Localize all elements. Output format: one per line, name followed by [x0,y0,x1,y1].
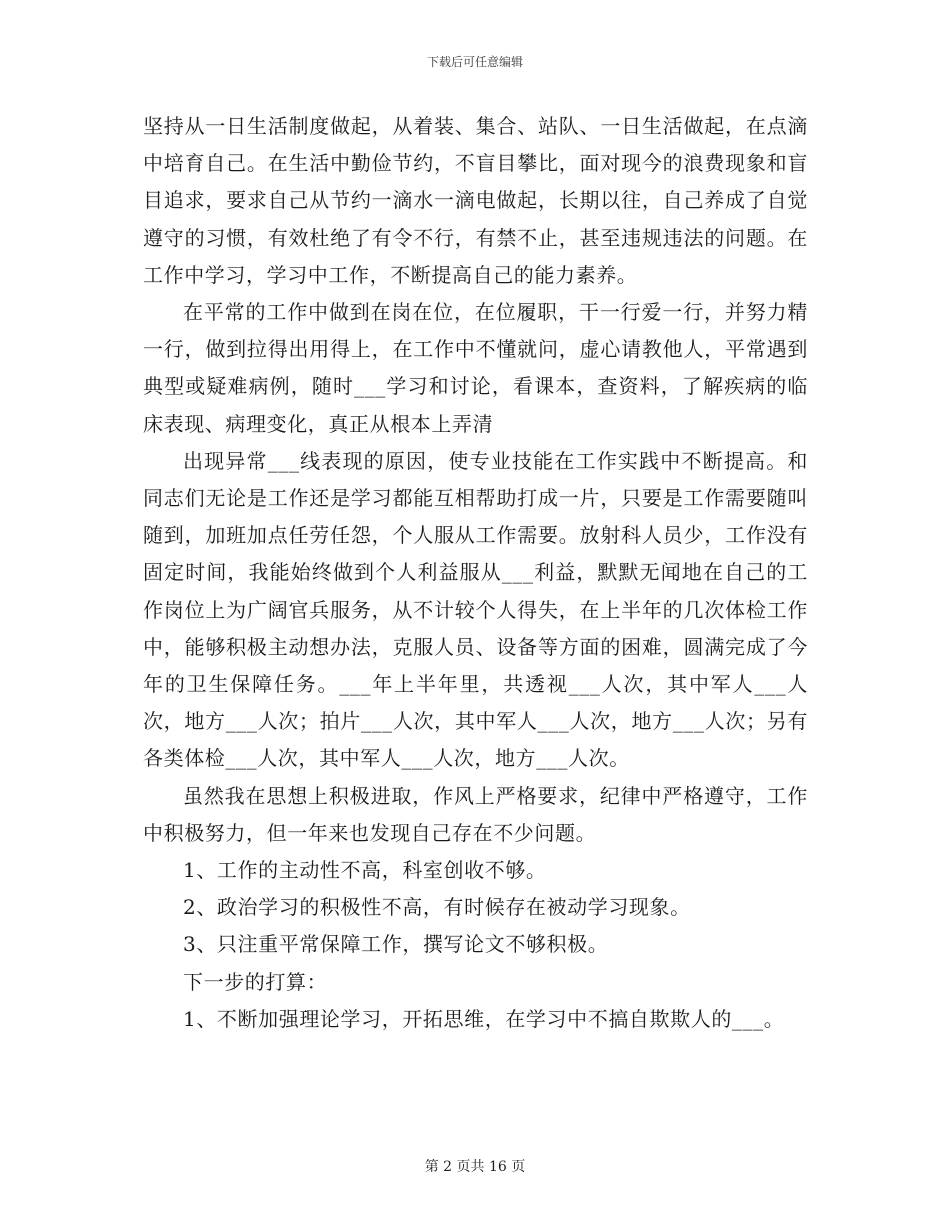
page-number: 第 2 页共 16 页 [424,1159,526,1175]
list-item: 3、只注重平常保障工作，撰写论文不够积极。 [183,932,609,957]
paragraph: 坚持从一日生活制度做起，从着装、集合、站队、一日生活做起，在点滴中培育自己。在生活中勤俭节约，不盲目攀比，面对现今的浪费现象和盲目追求，要求自己从节约一滴水一滴电做起，长期以往，自己养成了自觉遵守的习惯，有效杜绝了有令不行，有禁不止，甚至违规违法的问题。在工作中学习，学习中工作，不断提高自己的能力素养。 [143,114,808,287]
list-item: 2、政治学习的积极性不高，有时候存在被动学习现象。 [183,895,691,920]
paragraph: 在平常的工作中做到在岗在位，在位履职，干一行爱一行，并努力精一行，做到拉得出用得上，在工作中不懂就问，虚心请教他人，平常遇到典型或疑难病例，随时___学习和讨论，看课本，查资料，了解疾病的临床表现、病理变化，真正从根本上弄清 [143,300,808,436]
document-body [143,108,808,1038]
list-item: 1、工作的主动性不高，科室创收不够。 [183,858,547,883]
page-header-note: 下载后可任意编辑 [426,55,523,69]
paragraph: 虽然我在思想上积极进取，作风上严格要求，纪律中严格遵守，工作中积极努力，但一年来也发现自己存在不少问题。 [143,783,808,845]
list-item: 1、不断加强理论学习，开拓思维，在学习中不搞自欺欺人的___。 [183,1006,785,1031]
paragraph: 出现异常___线表现的原因，使专业技能在工作实践中不断提高。和同志们无论是工作还是学习都能互相帮助打成一片，只要是工作需要随叫随到，加班加点任劳任怨，个人服从工作需要。放射科人员少，工作没有固定时间，我能始终做到个人利益服从___利益，默默无闻地在自己的工作岗位上为广阔官兵服务，从不计较个人得失，在上半年的几次体检工作中，能够积极主动想办法，克服人员、设备等方面的困难，圆满完成了今年的卫生保障任务。___年上半年里，共透视___人次，其中军人___人次，地方___人次；拍片___人次，其中军人___人次，地方___人次；另有各类体检___人次，其中军人___人次，地方___人次。 [143,448,808,771]
section-heading: 下一步的打算： [183,969,328,994]
